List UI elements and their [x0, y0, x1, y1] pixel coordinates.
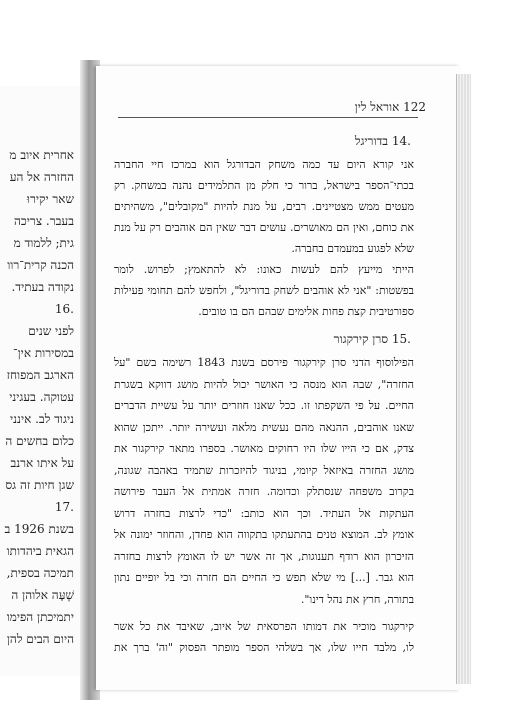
- left-page-line: היום הבים להן: [6, 632, 74, 646]
- section-15-title: .15 סרן קירקגור: [333, 332, 411, 346]
- text-line: אני קורא היום עד כמה משחק הבדורגל הוא במרכז חיי החברה: [114, 158, 414, 171]
- text-line: הוא גבר. [...] מי שלא תפש כי החיים הם חזרה וכי בל יופיים נתון: [114, 571, 414, 584]
- text-line: מעטים ממש מצטיינים. רבים, על מנת להיות "מקובלים", משהיתים: [114, 200, 414, 213]
- left-page-line: עטוקה. בעגיני: [9, 390, 74, 404]
- left-page-line: שגן חיות זה גס: [5, 478, 74, 492]
- left-page-line: נקודה בעתיד.: [11, 280, 74, 294]
- left-page-line: יתמיכתן הפימו: [6, 610, 74, 624]
- left-page-line: כלום בחשים ה: [5, 434, 74, 448]
- text-line: הפילוסוף הדני סרן קירקגור פירסם בשנת 1843 רשימה בשם "על: [114, 356, 414, 369]
- text-line: הייתי מייעץ להם לעשות כאונו: לא להתאמץ; לפרוש. לומר: [114, 263, 414, 276]
- left-page-line: במסירות אין־: [13, 346, 74, 360]
- text-line: שלא לפגוע במעמדם בחברה.: [291, 242, 414, 255]
- left-page-line: .17: [54, 500, 74, 514]
- section-14-title: .14 בדוריגל: [354, 134, 411, 148]
- text-line: בתורה, חרץ את נהל דינו".: [300, 592, 414, 606]
- text-line: ספורטיבית קצת פחות אלימים שבהם הם בו טובים.: [198, 305, 414, 318]
- left-page-line: הגאית ביהדותו: [6, 544, 74, 558]
- text-line: בכתי־הספר בישראל, ברור כי חלק מן התלמידים נהנה במשחק. רק: [114, 179, 414, 192]
- text-line: קירקגור מוכיר את דמותו הפרסאית של איוב, שאיבד את כל אשר: [114, 620, 414, 633]
- facing-left-page: [0, 86, 80, 676]
- left-page-line: שֶׁעָּה אלוהן ה: [11, 588, 74, 602]
- left-page-line: בעבר. צריכה: [14, 214, 74, 228]
- page-edges: [456, 74, 471, 684]
- left-page-line: תמיכה בספית,: [6, 566, 74, 580]
- text-line: החיים. על פי השקפתו זו. ככל שאנו חוזרים יותר על עשיית הדברים: [114, 399, 414, 412]
- left-page-line: על איתו ארנב: [10, 456, 74, 470]
- header-rule: [118, 117, 418, 118]
- left-page-line: ניגוד לב. אינני: [10, 412, 74, 426]
- left-page-line: אחרית איוב מ: [9, 148, 74, 162]
- left-page-line: .16: [54, 302, 74, 316]
- text-line: העתקות אל העתיד. וכך הוא כותב: "כדי לרצות בחזרה דרוש: [114, 506, 414, 520]
- left-page-line: שאר יקירוּ: [26, 192, 74, 206]
- text-line: לו, מלבד חייו שלו, אך בשלהי הספר מופתר הפסוק "וה' ברך את: [114, 641, 414, 654]
- text-line: אומץ לב. המוצא טנים בהתעתקו בתקווה הוא פחדן, והחוזר ימונה אל: [114, 528, 414, 541]
- running-head: 122 אוראל לין: [354, 100, 426, 114]
- left-page-line: הכנה קרית־רוו: [7, 258, 74, 272]
- text-line: בקרוב משפחה שנסתלק וכדומה. חזרה אמתית אל העבר פירושה: [114, 485, 414, 498]
- text-line: החזרה", שבה הוא מנסה כי האושר יכול להיות מושג דווקא בשגרת: [114, 377, 414, 391]
- text-line: צדק, אם כי הייו שלו היו רחוקים מאושר. בספרו מתאר קירקגור את: [114, 442, 414, 455]
- text-line: הזיכרון הוא רודף תענוגות, אך זה אשר יש לו האומץ לרצות בחזרה: [114, 549, 414, 563]
- text-line: בפשטות: "אני לא אוהבים לשחק בדוריגל", ולחפש להם תחומי פעילות: [114, 284, 414, 297]
- text-line: שאנו אוהבים, ההנאה מהם נעשית מלאה ועשירה יותר. ייתכן שהוא: [114, 420, 414, 434]
- left-page-line: גית; ללמוד מ: [13, 236, 74, 250]
- text-line: מושג החזרה באיזאל קיומי, בניגוד להיזכרות שתמיד באהבה שגונה,: [114, 463, 414, 477]
- left-page-line: החזרה אל הע: [9, 170, 74, 184]
- left-page-line: הארגב המפוחז: [6, 368, 74, 382]
- left-page-line: לפני שנים: [28, 324, 74, 338]
- text-line: את כוחם, ואין הם מאושרים. עושים דבר שאין הם אוהבים רק על מנת: [114, 221, 414, 234]
- left-page-line: בשנת 1926 ב: [4, 522, 74, 536]
